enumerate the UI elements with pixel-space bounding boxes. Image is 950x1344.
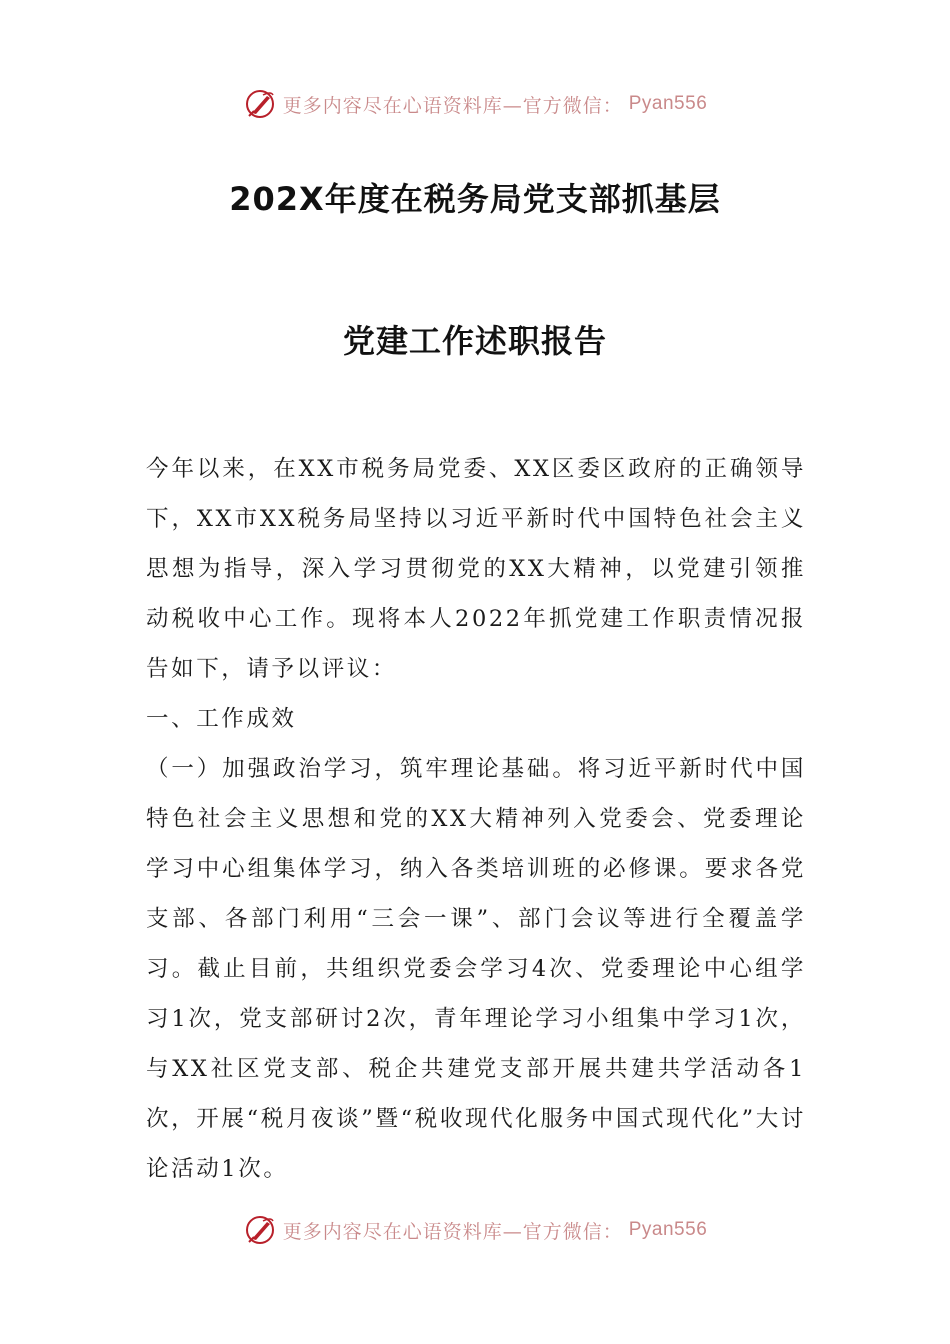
watermark-text: 更多内容尽在心语资料库—官方微信： [282,1220,623,1243]
watermark-text: 更多内容尽在心语资料库—官方微信： [282,94,623,117]
quill-pen-logo-icon [243,87,277,121]
section-paragraph: （一）加强政治学习，筑牢理论基础。将习近平新时代中国特色社会主义思想和党的XX大精神列入党委会、党委理论学习中心组集体学习，纳入各类培训班的必修课。要求各党支部、各部门利用“三会一课”、部门会议等进行全覆盖学习。截止目前，共组织党委会学习4次、党委理论中心组学习1次，党支部研讨2次，青年理论学习小组集中学习1次，与XX社区党支部、税企共建党支部开展共建共学活动各1次，开展“税月夜谈”暨“税收现代化服务中国式现代化”大讨论活动1次。 [146,756,806,1182]
watermark-footer [0,1210,950,1250]
document-title-line-1: 202X年度在税务局党支部抓基层 [229,180,721,218]
intro-paragraph: 今年以来，在XX市税务局党委、XX区委区政府的正确领导下，XX市XX税务局坚持以习近平新时代中国特色社会主义思想为指导，深入学习贯彻党的XX大精神，以党建引领推动税收中心工作。现将本人2022年抓党建工作职责情况报告如下，请予以评议： [146,456,806,682]
watermark-header [0,84,950,124]
quill-pen-logo-icon [243,1213,277,1247]
document-title-line-2: 党建工作述职报告 [342,322,607,360]
watermark-wechat-id: Pyan556 [628,93,708,114]
document-body [146,444,806,1194]
section-heading: 一、工作成效 [146,706,297,732]
watermark-wechat-id: Pyan556 [628,1219,708,1240]
